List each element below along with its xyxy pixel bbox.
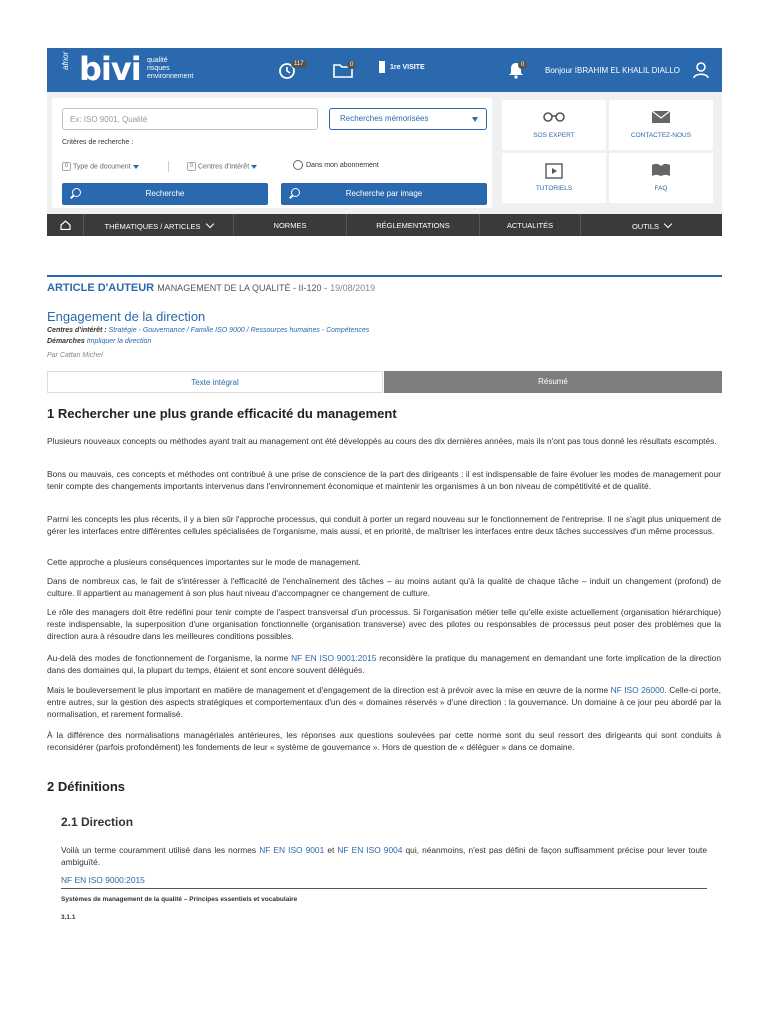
count-box-icon: 0 [187,162,196,171]
caret-down-icon [251,165,257,169]
section-heading-1: 1 Rechercher une plus grande efficacité du management [47,406,397,421]
doc-type-filter[interactable]: 0 Type de document [62,162,139,171]
home-icon [60,220,71,230]
article-steps: Démarches Impliquer la direction [47,338,152,345]
tutorials-tile[interactable]: TUTORIELS [502,153,606,203]
image-search-button[interactable]: Recherche par image [281,183,487,205]
user-greeting: Bonjour IBRAHIM EL KHALIL DIALLO [545,66,681,75]
paragraph: Bons ou mauvais, ces concepts et méthodes ont contribué à une prise de conscience de la part des dirigeants : il est indispensable de faire évoluer les modes de management pour tenir compte des changements importants intervenus dans l'environnement économique et maintenir les organismes à un bon niveau de compétitivité et de qualité. [47,469,721,491]
home-button[interactable] [47,214,84,236]
glasses-icon [502,110,606,126]
film-icon [502,163,606,179]
faq-tile[interactable]: FAQ [609,153,713,203]
criteria-label: Critères de recherche : [62,139,134,146]
history-badge: 117 [291,60,307,68]
paragraph: Le rôle des managers doit être redéfini pour tenir compte de l'aspect transversal d'un processus. Si l'organisation métier telle qu'elle existe actuellement (organisation hiérarchique) reste indispensable, la superposition d'une organisation fonctionnelle (organisation transverse) avec des pilotes ou responsables de processus peut poser des problèmes que la direction aura à résoudre dans les meilleures conditions possibles. [47,607,721,641]
caret-down-icon [133,165,139,169]
norm-link[interactable]: NF ISO 26000 [610,685,665,695]
reference-norm-link[interactable]: NF EN ISO 9000:2015 [61,875,145,885]
article-tabs [47,371,722,393]
nav-outils[interactable]: OUTILS [581,214,722,236]
book-icon [379,60,387,80]
norm-link[interactable]: NF EN ISO 9001:2015 [291,653,377,663]
section-heading-2: 2 Définitions [47,779,126,794]
open-book-icon [609,163,713,179]
article-interests: Centres d'intérêt : Stratégie - Gouvernance / Famille ISO 9000 / Ressources humaines - Compétences [47,327,370,334]
nav-reglementations[interactable]: RÉGLEMENTATIONS [347,214,480,236]
paragraph: Dans de nombreux cas, le fait de s'intéresser à l'efficacité de l'enchaînement des tâches – au moins autant qu'à la qualité de chaque tâche – induit un changement (profond) de culture. Il appartient au management à son plus haut niveau d'accompagner ce changement de culture. [47,576,721,598]
envelope-icon [609,110,713,126]
first-visit-link[interactable]: 1re VISITE [390,64,425,71]
count-box-icon: 0 [62,162,71,171]
dropdown-arrow-icon [472,117,478,122]
sos-expert-tile[interactable]: SOS EXPERT [502,100,606,150]
main-nav [47,214,722,236]
paragraph: Au-delà des modes de fonctionnement de l'organisme, la norme NF EN ISO 9001:2015 reconsidère la pratique du management en demandant une forte implication de la direction dans des domaines qui, la plupart du temps, étaient et sont encore souvent délégués. [47,653,721,675]
reference-number: 3.1.1 [61,914,76,921]
article-title: Engagement de la direction [47,309,206,324]
paragraph: Mais le bouleversement le plus important en matière de management et d'engagement de la direction est à prévoir avec la mise en œuvre de la norme NF ISO 26000. Celle-ci porte, entre autres, sur la gestion des aspects stratégiques et comportementaux d'un des « domaines réservés » d'une direction : la gouvernance. Un domaine à ce jour peu abordé par la normalisation, et rarement formalisé. [47,685,721,719]
chevron-down-icon [664,220,672,228]
divider [168,161,169,172]
reference-divider [61,888,707,889]
subsection-heading: 2.1 Direction [61,815,134,829]
paragraph: Voilà un terme couramment utilisé dans les normes NF EN ISO 9001 et NF EN ISO 9004 qui, néanmoins, n'est pas défini de façon suffisamment précise pour lever toute ambiguïté. [61,845,707,867]
nav-actualites[interactable]: ACTUALITÉS [480,214,581,236]
search-button[interactable]: Recherche [62,183,268,205]
paragraph: Plusieurs nouveaux concepts ou méthodes ayant trait au management ont été développés au cours des dix dernières années, mais ils n'ont pas tous donné les résultats escomptés. [47,436,717,446]
reference-subtitle: Systèmes de management de la qualité – Principes essentiels et vocabulaire [61,896,298,903]
chevron-down-icon [205,220,213,228]
logo-tagline: qualité risques environnement [147,57,194,80]
norm-link[interactable]: NF EN ISO 9004 [337,845,403,855]
search-box [52,98,492,208]
search-icon [72,188,81,197]
paragraph: Cette approche a plusieurs conséquences importantes sur le mode de management. [47,557,361,567]
bell-badge: 0 [518,61,527,69]
interests-filter[interactable]: 0 Centres d'intérêt [187,162,257,171]
folder-badge: 0 [347,61,356,69]
article-type-line: ARTICLE D'AUTEUR MANAGEMENT DE LA QUALITÉ - II-120 - 19/08/2019 [47,282,376,294]
tab-summary[interactable]: Résumé [384,371,722,393]
user-icon[interactable] [691,60,713,80]
article-divider [47,275,722,277]
nav-normes[interactable]: NORMES [234,214,347,236]
subscription-checkbox[interactable]: Dans mon abonnement [293,160,379,170]
nav-thematiques[interactable]: THÉMATIQUES / ARTICLES [84,214,234,236]
contact-tile[interactable]: CONTACTEZ-NOUS [609,100,713,150]
top-header [47,48,722,92]
search-panel [47,92,722,214]
search-input[interactable]: Ex: ISO 9001, Qualité [62,108,318,130]
norm-link[interactable]: NF EN ISO 9001 [259,845,325,855]
radio-icon [293,160,303,170]
afnor-logo: afnor [61,51,70,70]
tab-full-text[interactable]: Texte intégral [47,371,383,393]
article-author: Par Cattan Michel [47,352,103,359]
bivi-logo[interactable]: bivi [79,50,141,88]
paragraph: Parmi les concepts les plus récents, il y a bien sûr l'approche processus, qui conduit à porter un regard nouveau sur le fonctionnement de l'entreprise. Il ne s'agit plus uniquement de gérer les interfaces entre différentes cellules spécialisées de l'organisme, mais aussi, et en priorité, de maîtriser les interfaces entre deux tâches successives d'un même processus. [47,514,721,536]
search-icon [291,188,300,197]
saved-searches-dropdown[interactable]: Recherches mémorisées [329,108,487,130]
paragraph: À la différence des normalisations managériales antérieures, les réponses aux questions soulevées par cette norme sont du seul ressort des dirigeants qui sont conduits à reconsidérer (parfois profondément) les fondements de leur « système de gouvernance ». Hors de question de « déléguer » dans ce domaine. [47,730,721,752]
